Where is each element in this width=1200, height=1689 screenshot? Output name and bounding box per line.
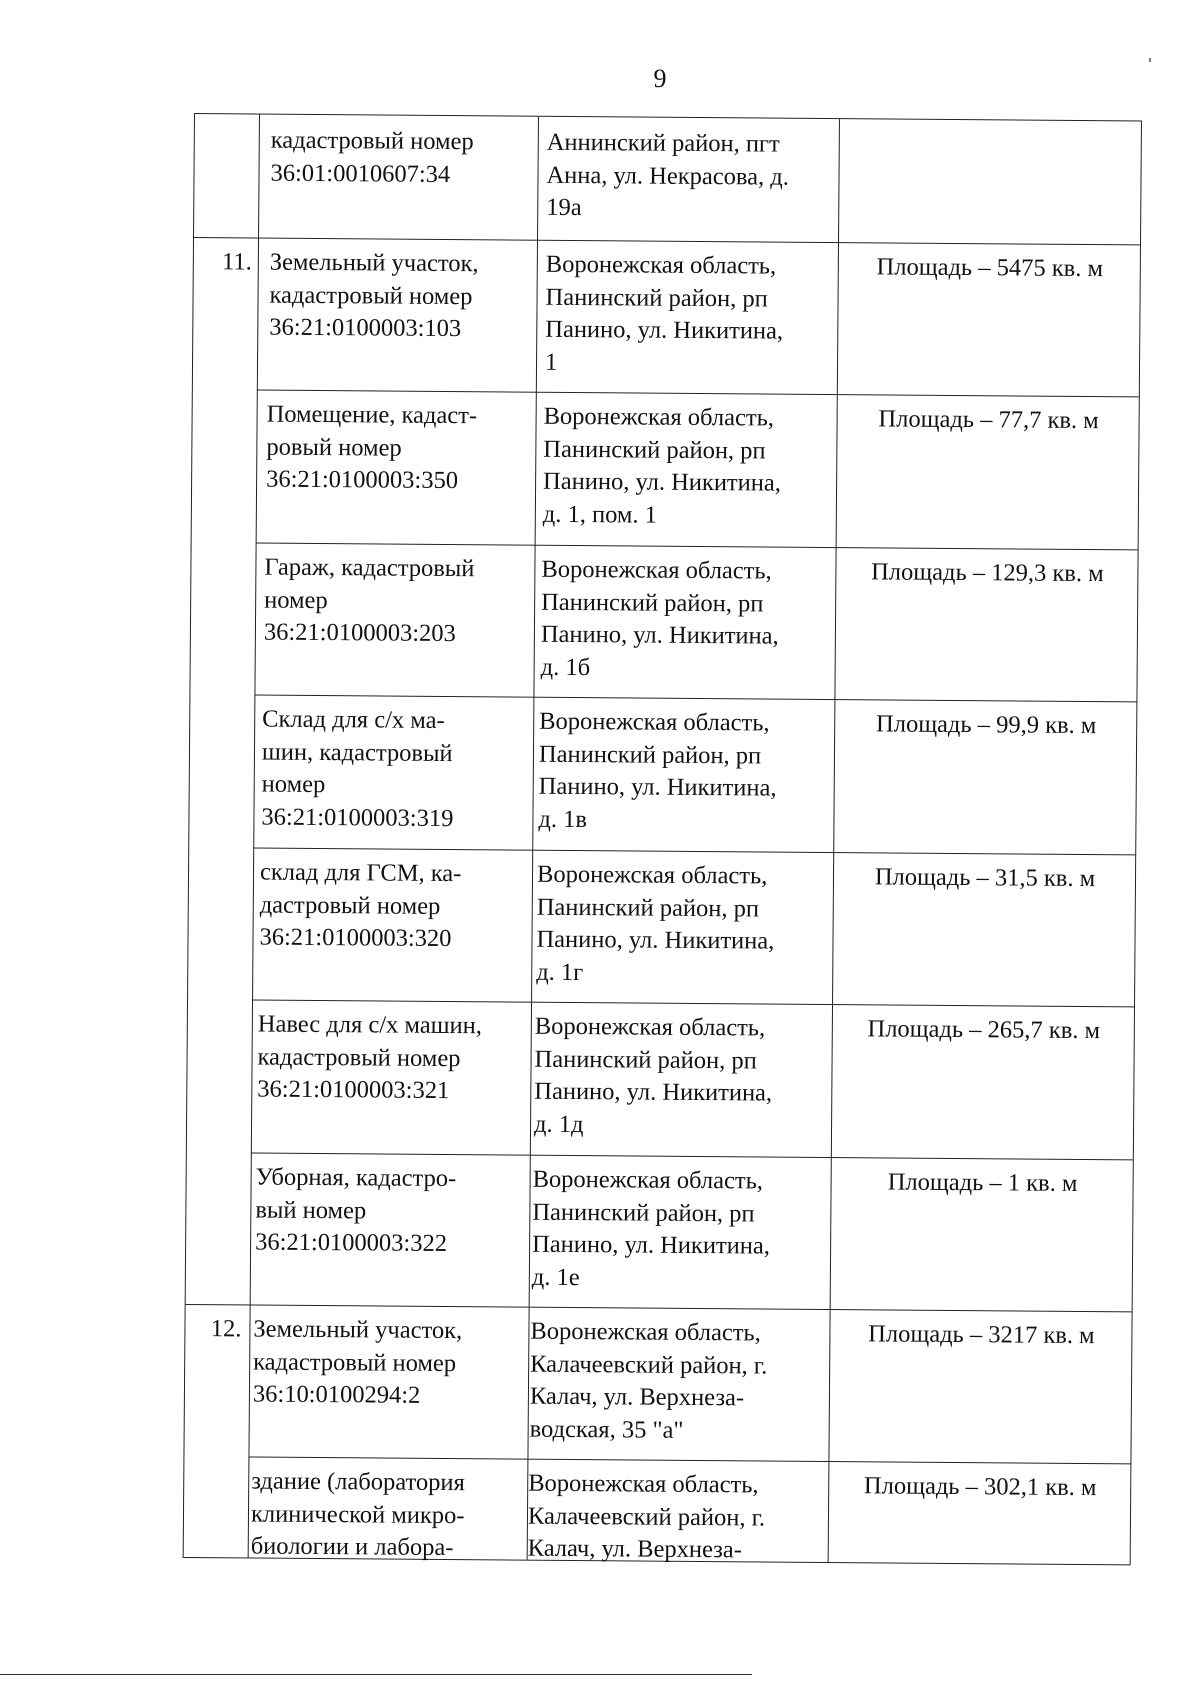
object-area: Площадь – 3217 кв. м xyxy=(868,1320,1095,1350)
object-address: Воронежская область, Калачеевский район, г. Калач, ул. Верхнеза- водская, 35 "а" xyxy=(529,1317,768,1444)
object-description: склад для ГСМ, ка- дастровый номер 36:21:0100003:320 xyxy=(259,858,462,953)
object-description: Уборная, кадастро- вый номер 36:21:0100003:322 xyxy=(255,1163,457,1258)
object-description: здание (лаборатория клинической микро- биологии и лабора- xyxy=(250,1467,465,1562)
object-address: Воронежская область, Калачеевский район, г. Калач, ул. Верхнеза- xyxy=(527,1469,766,1564)
row-divider xyxy=(253,847,1135,855)
row-divider xyxy=(186,1304,1132,1312)
object-area: Площадь – 1 кв. м xyxy=(887,1168,1078,1197)
object-description: Склад для с/х ма- шин, кадастровый номер 36:21:0100003:319 xyxy=(261,705,454,832)
object-address: Аннинский район, пгт Анна, ул. Некрасова, д. 19а xyxy=(546,128,789,222)
object-address: Воронежская область, Панинский район, рп Панино, ул. Никитина, д. 1д xyxy=(533,1012,773,1138)
margin-mark xyxy=(1149,58,1151,62)
row-divider xyxy=(248,1456,1130,1464)
row-divider xyxy=(257,390,1139,398)
object-description: кадастровый номер 36:01:0010607:34 xyxy=(270,126,474,188)
object-description: Гараж, кадастровый номер 36:21:0100003:203 xyxy=(263,553,475,648)
row-divider xyxy=(194,237,1140,245)
page-number: 9 xyxy=(653,64,667,93)
object-address: Воронежская область, Панинский район, рп Панино, ул. Никитина, 1 xyxy=(544,250,784,376)
object-description: Навес для с/х машин, кадастровый номер 36:21:0100003:321 xyxy=(257,1010,482,1105)
object-area: Площадь – 31,5 кв. м xyxy=(874,863,1096,893)
object-description: Земельный участок, кадастровый номер 36:21:0100003:103 xyxy=(269,248,479,343)
row-divider xyxy=(252,999,1134,1007)
object-address: Воронежская область, Панинский район, рп Панино, ул. Никитина, д. 1, пом. 1 xyxy=(542,402,782,529)
object-area: Площадь – 302,1 кв. м xyxy=(863,1472,1097,1502)
object-description: Земельный участок, кадастровый номер 36:10:0100294:2 xyxy=(252,1315,463,1409)
object-area: Площадь – 77,7 кв. м xyxy=(878,405,1099,435)
object-area xyxy=(845,129,1137,131)
object-area: Площадь – 265,7 кв. м xyxy=(867,1015,1101,1045)
property-table xyxy=(183,113,1142,1565)
bottom-rule xyxy=(0,1674,752,1675)
object-area: Площадь – 5475 кв. м xyxy=(876,253,1104,283)
object-address: Воронежская область, Панинский район, рп Панино, ул. Никитина, д. 1в xyxy=(538,707,777,833)
object-address: Воронежская область, Панинский район, рп Панино, ул. Никитина, д. 1г xyxy=(536,860,775,986)
row-number: 12. xyxy=(210,1315,242,1343)
row-divider xyxy=(254,694,1136,702)
object-area: Площадь – 129,3 кв. м xyxy=(871,558,1104,588)
row-divider xyxy=(256,542,1138,550)
object-address: Воронежская область, Панинский район, рп Панино, ул. Никитина, д. 1б xyxy=(540,555,779,681)
row-divider xyxy=(251,1152,1133,1160)
row-number: 11. xyxy=(222,248,252,276)
object-address: Воронежская область, Панинский район, рп Панино, ул. Никитина, д. 1е xyxy=(531,1165,771,1291)
object-description: Помещение, кадаст- ровый номер 36:21:0100003:350 xyxy=(266,400,478,495)
object-area: Площадь – 99,9 кв. м xyxy=(875,710,1097,740)
